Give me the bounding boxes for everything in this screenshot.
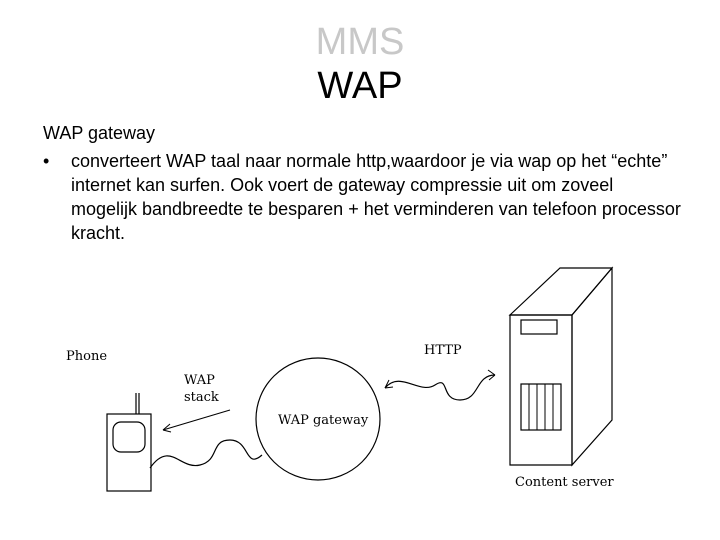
title-wap: WAP — [317, 65, 403, 107]
phone-label: Phone — [66, 349, 108, 364]
http-link — [385, 375, 495, 400]
server-label: Content server — [515, 475, 614, 490]
wap-stack-label-line1: WAP — [184, 373, 215, 388]
phone-icon — [107, 393, 151, 491]
gateway-label: WAP gateway — [278, 413, 369, 428]
wap-stack-arrow — [163, 410, 230, 430]
wap-stack-label-line2: stack — [184, 390, 219, 405]
bullet-text: converteert WAP taal naar normale http,waardoor je via wap op het “echte” internet kan surfen. Ook voert de gateway compressie uit om zoveel mogelijk bandbreedte te besparen + het verminderen van telefoon processor kracht. — [71, 151, 681, 243]
wireless-link — [150, 440, 262, 468]
bullet-marker: • — [43, 151, 50, 171]
server-icon — [510, 268, 612, 465]
http-label: HTTP — [424, 343, 462, 358]
section-heading: WAP gateway — [43, 123, 156, 143]
title-mms: MMS — [315, 21, 405, 63]
